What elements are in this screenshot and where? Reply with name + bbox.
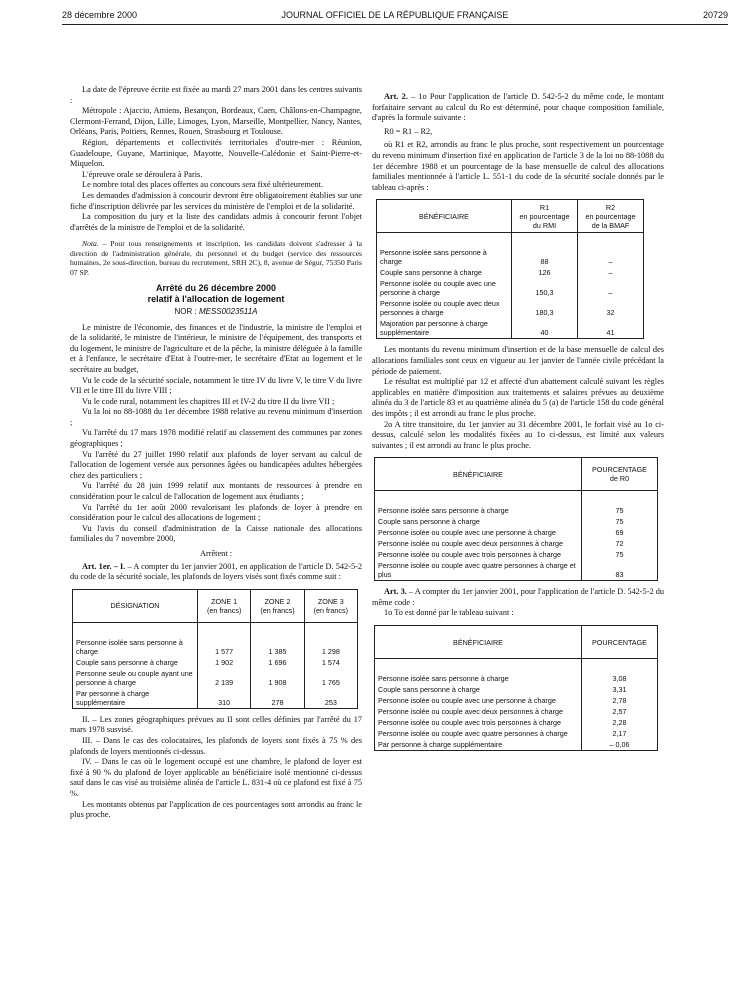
- article-2-text: – 1o Pour l'application de l'article D. 542-5-2 du même code, le montant forfaitaire servant au calcul du Ro est déterminé, pour chaque composition familiale, d'après la formule suivante :: [372, 92, 664, 123]
- nota-note: [70, 239, 362, 277]
- nota-text: – Pour tous renseignements et inscription, les candidats doivent s'adresser à la direction de l'administration générale, du personnel et du budget (service des ressources humaines, 2e sous-direction, bureau du recrutement, SRH 2C), 8, avenue de Ségur, 75350 Paris 07 SP.: [70, 239, 362, 277]
- table-cell: 2,57: [582, 706, 658, 717]
- table-row: [375, 538, 658, 549]
- nor-code: MESS0023511A: [198, 306, 258, 316]
- table-cell: 2,28: [582, 717, 658, 728]
- table-pourcentage-r0: [374, 457, 658, 581]
- article-3: [372, 587, 664, 608]
- table-row: [375, 549, 658, 560]
- arretent: Arrêtent :: [199, 549, 233, 558]
- table-cell: Personne isolée sans personne à charge: [377, 247, 512, 267]
- table-row: [375, 516, 658, 527]
- article-1-text: – A compter du 1er janvier 2001, en application de l'article D. 542-5-2 du code de la sécurité sociale, les plafonds de loyers visés sont fixés comme suit :: [70, 561, 362, 582]
- table-cell: Personne isolée ou couple avec une personne à charge: [377, 278, 512, 298]
- table-header-cell: BÉNÉFICIAIRE: [375, 626, 582, 659]
- paragraph: Le résultat est multiplié par 12 et affecté d'un abattement calculé suivant les règles applicables en matière d'imposition aux traitements et salaires prévues au deuxième alinéa du 3 de l'article 83 et au quatrième alinéa du 5 (a) de l'article 158 du code général des impôts ; il est arrondi au franc le plus proche.: [372, 377, 664, 418]
- table-cell: 3,08: [582, 673, 658, 684]
- header-page-number: 20729: [702, 10, 728, 20]
- table-cell: 75: [582, 516, 658, 527]
- table-cell: 72: [582, 538, 658, 549]
- table-cell: –: [578, 278, 644, 298]
- table-cell: 150,3: [512, 278, 578, 298]
- table-cell: Personne isolée ou couple avec une personne à charge: [375, 527, 582, 538]
- table-cell: Personne seule ou couple ayant une personne à charge: [73, 668, 198, 688]
- table-cell: 69: [582, 527, 658, 538]
- table-cell: 88: [512, 247, 578, 267]
- table-cell: 1 765: [304, 668, 357, 688]
- visa: Vu l'arrêté du 27 juillet 1990 relatif aux plafonds de loyer servant au calcul de l'allocation de logement versée aux personnes âgées ou handicapées adultes hébergées chez des particuliers ;: [70, 449, 362, 480]
- visa: Vu le code rural, notamment les chapitres III et IV-2 du titre II du livre VII ;: [82, 396, 335, 406]
- table-row: [375, 717, 658, 728]
- table-cell: Personne isolée sans personne à charge: [73, 637, 198, 657]
- article-3-label: Art. 3.: [384, 587, 407, 597]
- table-row: [375, 739, 658, 751]
- arrete-title-line2: relatif à l'allocation de logement: [147, 293, 285, 304]
- table-cell: Couple sans personne à charge: [375, 516, 582, 527]
- table-header-cell: BÉNÉFICIAIRE: [375, 458, 582, 491]
- table-cell: 180,3: [512, 298, 578, 318]
- paragraph: Les montants obtenus par l'application de ces pourcentages sont arrondis au franc le plus proche.: [70, 799, 362, 820]
- table-header-cell: DÉSIGNATION: [73, 589, 198, 622]
- paragraph: Le ministre de l'économie, des finances et de l'industrie, la ministre de l'emploi et de la solidarité, le ministre de l'intérieur, le ministre de l'équipement, des transports et du logement, le ministre de l'agriculture et de la pêche, la ministre déléguée à la famille et à l'enfance, le secrétaire d'Etat à l'outre-mer, le secrétaire d'Etat au logement et le secrétaire au budget,: [70, 322, 362, 374]
- table-cell: 1 574: [304, 657, 357, 668]
- visa: Vu la loi no 88-1088 du 1er décembre 1988 relative au revenu minimum d'insertion ;: [70, 407, 362, 427]
- arrete-title: [70, 283, 362, 305]
- table-cell: 2,78: [582, 695, 658, 706]
- table-cell: Personne isolée ou couple avec trois personnes à charge: [375, 549, 582, 560]
- paragraph: La date de l'épreuve écrite est fixée au mardi 27 mars 2001 dans les centres suivants :: [70, 85, 362, 105]
- paragraph: Le nombre total des places offertes au concours sera fixé ultérieurement.: [82, 180, 324, 190]
- table-row: [377, 278, 644, 298]
- paragraph: L'épreuve orale se déroulera à Paris.: [82, 169, 203, 179]
- table-cell: 278: [251, 688, 304, 709]
- table-header-cell: R2 en pourcentage de la BMAF: [578, 200, 644, 233]
- table-cell: 310: [198, 688, 251, 709]
- table-cell: Couple sans personne à charge: [377, 267, 512, 278]
- table-cell: –: [578, 247, 644, 267]
- table-row: [375, 684, 658, 695]
- table-row: [375, 695, 658, 706]
- visa: Vu l'avis du conseil d'administration de la Caisse nationale des allocations familiales du 7 novembre 2000,: [70, 523, 362, 544]
- table-cell: 1 298: [304, 637, 357, 657]
- formula: R0 = R1 – R2,: [384, 126, 433, 136]
- paragraph: III. – Dans le cas des colocataires, les plafonds de loyers sont fixés à 75 % des plafonds de loyers mentionnés ci-dessus.: [70, 735, 362, 756]
- table-cell: 75: [582, 505, 658, 516]
- left-column: [70, 85, 362, 821]
- table-r1-r2: [376, 199, 644, 339]
- table-loyers: [72, 589, 358, 709]
- table-header-cell: POURCENTAGE: [582, 626, 658, 659]
- table-row: [73, 657, 358, 668]
- table-cell: 1 908: [251, 668, 304, 688]
- table-cell: Majoration par personne à charge supplémentaire: [377, 318, 512, 339]
- table-cell: 126: [512, 267, 578, 278]
- visa: Vu l'arrêté du 28 juin 1999 relatif aux montants de ressources à prendre en considération pour le calcul de l'allocation de logement aux étudiants ;: [70, 481, 362, 502]
- paragraph: II. – Les zones géographiques prévues au II sont celles définies par l'arrêté du 17 mars 1978 susvisé.: [70, 714, 362, 735]
- visa: Vu l'arrêté du 1er août 2000 revalorisant les plafonds de loyer à prendre en considération pour le calcul des allocations de logement ;: [70, 502, 362, 523]
- table-cell: 2,17: [582, 728, 658, 739]
- paragraph: La composition du jury et la liste des candidats admis à concourir feront l'objet d'arrêtés de la ministre de l'emploi et de la solidarité.: [70, 212, 362, 232]
- table-row: [375, 505, 658, 516]
- table-header-cell: R1 en pourcentage du RMI: [512, 200, 578, 233]
- table-cell: Personne isolée sans personne à charge: [375, 673, 582, 684]
- table-cell: 41: [578, 318, 644, 339]
- table-cell: 253: [304, 688, 357, 709]
- visa: Vu l'arrêté du 17 mars 1978 modifié relatif au classement des communes par zones géographiques ;: [70, 428, 362, 449]
- table-header-cell: POURCENTAGE de R0: [582, 458, 658, 491]
- table-cell: Personne isolée ou couple avec une personne à charge: [375, 695, 582, 706]
- table-cell: Personne isolée ou couple avec quatre personnes à charge: [375, 728, 582, 739]
- article-3-text: – A compter du 1er janvier 2001, pour l'application de l'article D. 542-5-2 du même code :: [372, 587, 664, 607]
- article-1-label: Art. 1er. – I.: [82, 561, 126, 571]
- table-cell: Personne isolée ou couple avec trois personnes à charge: [375, 717, 582, 728]
- table-cell: Par personne à charge supplémentaire: [73, 688, 198, 709]
- paragraph: 1o To est donné par le tableau suivant :: [384, 608, 514, 618]
- table-row: [73, 668, 358, 688]
- table-header-cell: ZONE 3 (en francs): [304, 589, 357, 622]
- paragraph: Métropole : Ajaccio, Amiens, Besançon, Bordeaux, Caen, Châlons-en-Champagne, Clermont-Ferrand, Dijon, Lille, Limoges, Lyon, Marseille, Montpellier, Nancy, Nantes, Orléans, Paris, Poitiers, Rennes, Rouen, Strasbourg et Toulouse.: [70, 106, 362, 137]
- right-column: [372, 92, 664, 757]
- table-row: [375, 673, 658, 684]
- article-2: [372, 92, 664, 124]
- table-cell: Par personne à charge supplémentaire: [375, 739, 582, 751]
- table-cell: Couple sans personne à charge: [73, 657, 198, 668]
- table-pourcentage-to: [374, 625, 658, 751]
- header-rule: [62, 24, 728, 25]
- table-row: [377, 318, 644, 339]
- table-row: [377, 298, 644, 318]
- table-header-cell: BÉNÉFICIAIRE: [377, 200, 512, 233]
- table-cell: Personne isolée ou couple avec deux personnes à charge: [375, 538, 582, 549]
- table-cell: 1 696: [251, 657, 304, 668]
- header-journal-title: JOURNAL OFFICIEL DE LA RÉPUBLIQUE FRANÇAISE: [281, 10, 509, 20]
- table-cell: Couple sans personne à charge: [375, 684, 582, 695]
- table-row: [377, 247, 644, 267]
- table-cell: 83: [582, 560, 658, 581]
- table-row: [375, 706, 658, 717]
- table-cell: 75: [582, 549, 658, 560]
- table-cell: 1 385: [251, 637, 304, 657]
- table-cell: 3,31: [582, 684, 658, 695]
- table-row: [375, 527, 658, 538]
- article-1: [70, 562, 362, 583]
- table-cell: Personne isolée ou couple avec quatre personnes à charge et plus: [375, 560, 582, 581]
- table-header-cell: ZONE 1 (en francs): [198, 589, 251, 622]
- paragraph: 2o A titre transitoire, du 1er janvier au 31 décembre 2001, le forfait visé au 1o ci-dessus, calculé selon les modalités fixées au 1o ci-dessus, est limité aux valeurs suivantes ; il est arrondi au franc le plus proche.: [372, 419, 664, 450]
- arrete-title-line1: Arrêté du 26 décembre 2000: [155, 282, 277, 293]
- table-cell: 40: [512, 318, 578, 339]
- table-row: [73, 637, 358, 657]
- table-cell: 1 577: [198, 637, 251, 657]
- table-cell: Personne isolée ou couple avec deux personnes à charge: [377, 298, 512, 318]
- article-2-label: Art. 2.: [384, 92, 408, 101]
- table-cell: Personne isolée ou couple avec deux personnes à charge: [375, 706, 582, 717]
- table-cell: 32: [578, 298, 644, 318]
- table-cell: Personne isolée sans personne à charge: [375, 505, 582, 516]
- table-cell: 1 902: [198, 657, 251, 668]
- nor-reference: [70, 307, 362, 318]
- table-cell: 2 139: [198, 668, 251, 688]
- header-date: 28 décembre 2000: [62, 10, 138, 20]
- paragraph: Les montants du revenu minimum d'insertion et de la base mensuelle de calcul des allocations familiales sont ceux en vigueur au 1er janvier de l'année civile précédant la période de paiement.: [372, 345, 664, 376]
- table-row: [377, 267, 644, 278]
- nota-label: Nota.: [82, 239, 99, 249]
- paragraph: IV. – Dans le cas où le logement occupé est une chambre, le plafond de loyer est fixé à 90 % du plafond de loyer applicable au bénéficiaire isolé mentionné ci-dessus sauf dans le cas visé au troisième alinéa de l'article L. 831-4 où ce plafond est fixé à 75 %.: [70, 757, 362, 798]
- table-row: [375, 560, 658, 581]
- nor-label: NOR :: [174, 306, 199, 316]
- visa: Vu le code de la sécurité sociale, notamment le titre IV du livre V, le titre V du livre VII et le titre III du livre VIII ;: [70, 375, 362, 396]
- paragraph: Région, départements et collectivités territoriales d'outre-mer : Réunion, Guadeloupe, Guyane, Martinique, Mayotte, Nouvelle-Calédonie et Saint-Pierre-et-Miquelon.: [70, 137, 362, 169]
- table-row: [73, 688, 358, 709]
- table-cell: –: [578, 267, 644, 278]
- table-cell: – 0,06: [582, 739, 658, 751]
- table-header-cell: ZONE 2 (en francs): [251, 589, 304, 622]
- paragraph: Les demandes d'admission à concourir devront être obligatoirement établies sur une fiche d'inscription délivrée par les services du ministère de l'emploi et de la solidarité.: [70, 190, 362, 211]
- paragraph: où R1 et R2, arrondis au franc le plus proche, sont respectivement un pourcentage du revenu minimum d'insertion fixé en application de l'article 3 de la loi no 88-1088 du 1er décembre 1988 et un pourcentage de la base mensuelle de calcul des allocations familiales mentionnée à l'article L. 551-1 du code de la sécurité sociale donnés par le tableau ci-après :: [372, 140, 664, 192]
- table-row: [375, 728, 658, 739]
